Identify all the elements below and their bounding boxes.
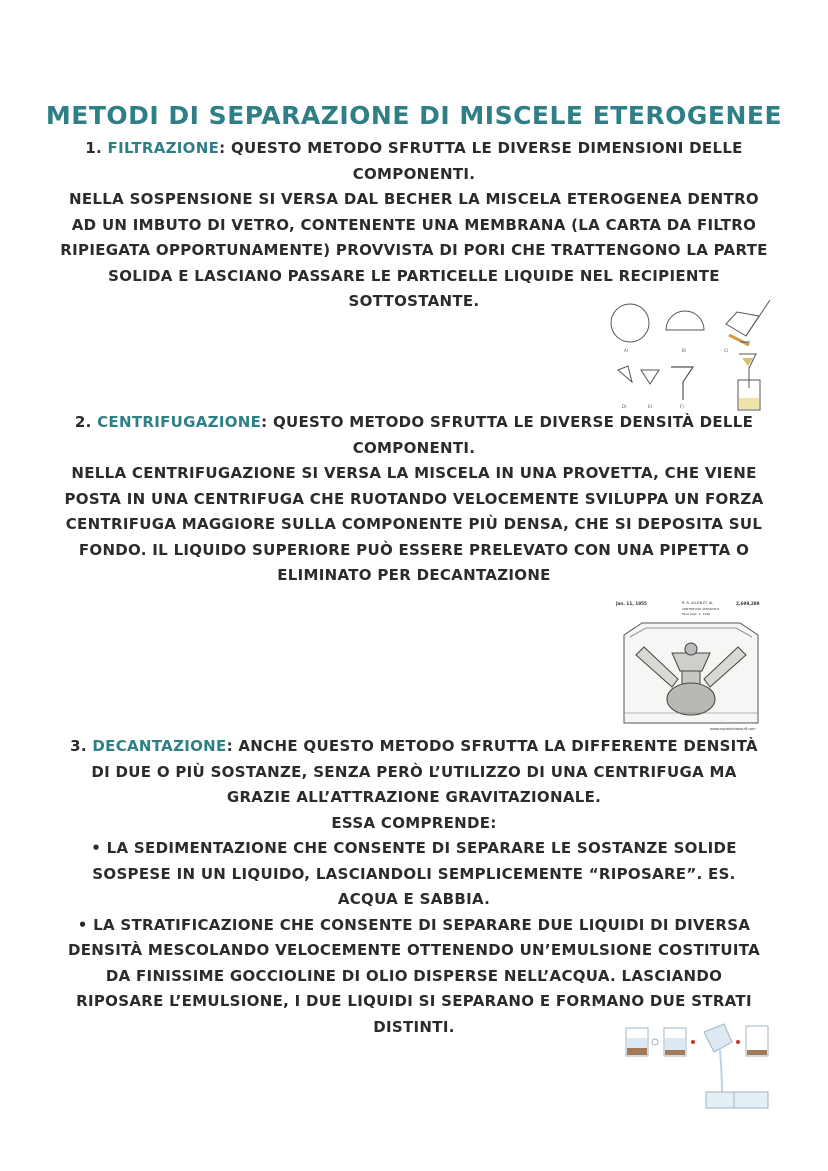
filter-label-f: F): [680, 404, 684, 409]
page-title: METODI DI SEPARAZIONE DI MISCELE ETEROGENEE: [45, 100, 783, 130]
filter-label-e: E): [648, 404, 653, 409]
patent-source: www.explainthatstuff.com: [710, 727, 756, 731]
bullet-sedimentazione: • LA SEDIMENTAZIONE CHE CONSENTE DI SEPARARE LE SOSTANZE SOLIDE SOSPESE IN UN LIQUIDO, LASCIANDOLI SEMPLICEMENTE “RIPOSARE”. ES. ACQUA E SABBIA.: [91, 839, 737, 908]
section-intro-text: : QUESTO METODO SFRUTTA LE DIVERSE DENSITÀ DELLE COMPONENTI.: [261, 413, 754, 457]
section-intro: [60, 410, 768, 461]
patent-filed: Filed Sept. 3, 1949: [682, 612, 711, 616]
section-intro-text: : QUESTO METODO SFRUTTA LE DIVERSE DIMENSIONI DELLE COMPONENTI.: [219, 139, 743, 183]
patent-authors: R. R. ALLEN ET AL: [682, 601, 714, 605]
filter-label-b: B): [682, 348, 687, 353]
filtration-diagram: [604, 296, 774, 414]
section-filtrazione: [60, 136, 768, 315]
section-keyword: FILTRAZIONE: [107, 139, 220, 157]
section-intro: [60, 136, 768, 187]
centrifuge-patent-drawing: [614, 595, 768, 733]
decantation-diagram: [622, 1020, 774, 1110]
patent-title: CENTRIFUGE APPARATUS: [682, 607, 720, 611]
section-number: 2.: [74, 413, 92, 431]
section-decantazione: [60, 734, 768, 1040]
patent-number: 2,699,289: [736, 601, 760, 606]
section-keyword: CENTRIFUGAZIONE: [97, 413, 262, 431]
patent-date: Jan. 11, 1955: [616, 601, 647, 606]
filter-label-c: C): [724, 348, 729, 353]
filter-label-d: D): [622, 404, 627, 409]
section-centrifugazione: [60, 410, 768, 589]
section-number: 1.: [85, 139, 102, 157]
bullet-stratificazione: • LA STRATIFICAZIONE CHE CONSENTE DI SEPARARE DUE LIQUIDI DI DIVERSA DENSITÀ MESCOLANDO VELOCEMENTE OTTENENDO UN’EMULSIONE COSTITUITA DA FINISSIME GOCCIOLINE DI OLIO DISPERSE NELL’ACQUA. LASCIANDO RIPOSARE L’EMULSIONE, I DUE LIQUIDI SI SEPARANO E FORMANO DUE STRATI DISTINTI.: [67, 915, 761, 1036]
section-intro: [60, 734, 768, 811]
section-number: 3.: [70, 737, 87, 755]
section-keyword: DECANTAZIONE: [92, 737, 227, 755]
filter-label-a: A): [624, 348, 629, 353]
section-intro-text: : ANCHE QUESTO METODO SFRUTTA LA DIFFERENTE DENSITÀ DI DUE O PIÙ SOSTANZE, SENZA PERÒ L’UTILIZZO DI UNA CENTRIFUGA MA GRAZIE ALL’ATTRAZIONE GRAVITAZIONALE.: [91, 737, 758, 806]
section-body: ESSA COMPRENDE:: [331, 813, 497, 832]
section-body: NELLA CENTRIFUGAZIONE SI VERSA LA MISCELA IN UNA PROVETTA, CHE VIENE POSTA IN UNA CENTRIFUGA CHE RUOTANDO VELOCEMENTE SVILUPPA UN FORZA CENTRIFUGA MAGGIORE SULLA COMPONENTE PIÙ DENSA, CHE SI DEPOSITA SUL FONDO. IL LIQUIDO SUPERIORE PUÒ ESSERE PRELEVATO CON UNA PIPETTA O ELIMINATO PER DECANTAZIONE: [64, 464, 764, 584]
section-body: NELLA SOSPENSIONE SI VERSA DAL BECHER LA MISCELA ETEROGENEA DENTRO AD UN IMBUTO DI VETRO, CONTENENTE UNA MEMBRANA (LA CARTA DA FILTRO RIPIEGATA OPPORTUNAMENTE) PROVVISTA DI PORI CHE TRATTENGONO LA PARTE SOLIDA E LASCIANO PASSARE LE PARTICELLE LIQUIDE NEL RECIPIENTE SOTTOSTANTE.: [60, 190, 768, 310]
